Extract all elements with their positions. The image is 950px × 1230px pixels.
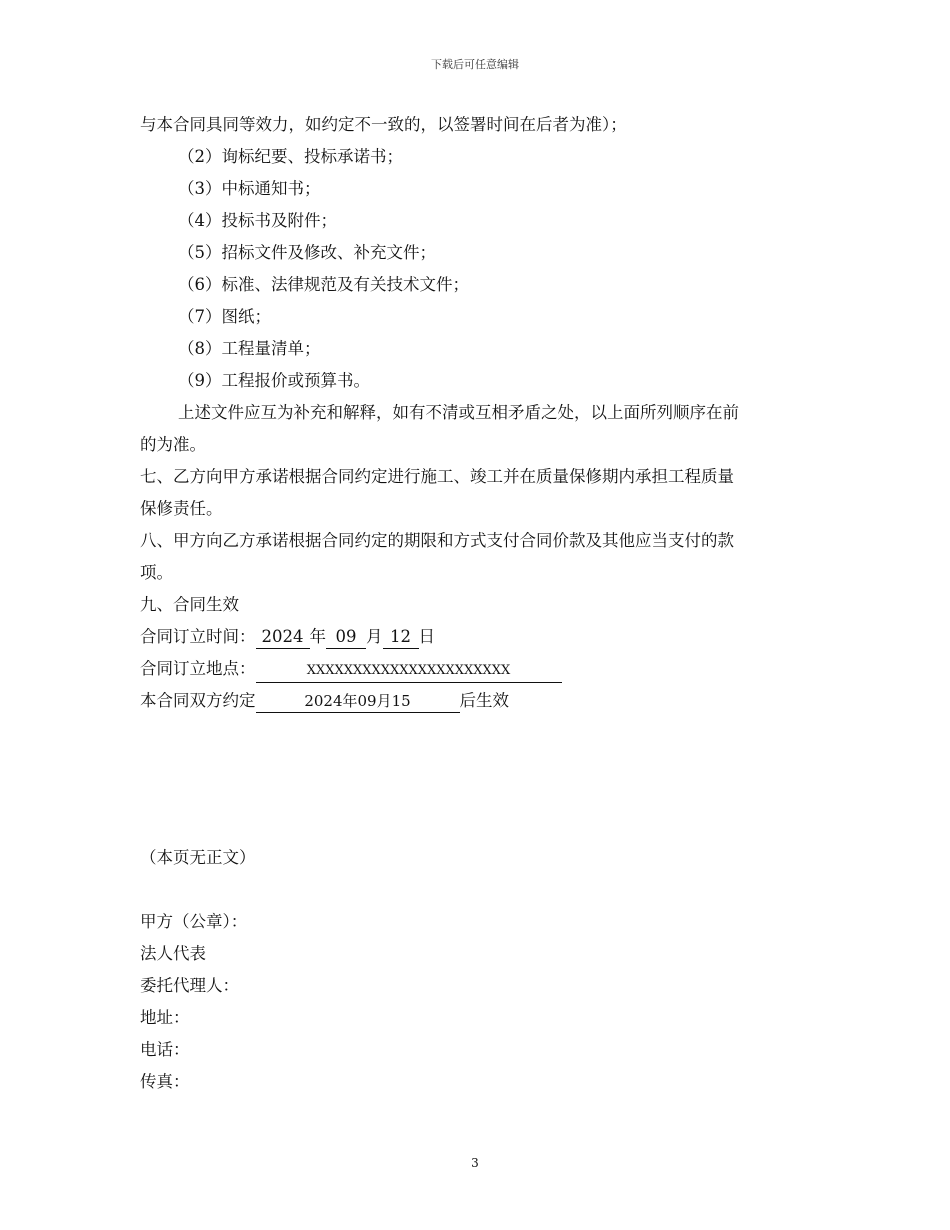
contract-place-label: 合同订立地点： [140,659,256,678]
effective-suffix: 后生效 [459,691,509,710]
party-a-legal-rep: 法人代表 [140,944,206,963]
clause-eight: 八、甲方向乙方承诺根据合同约定的期限和方式支付合同价款及其他应当支付的款 [140,531,734,550]
contract-year-value: 2024 [256,626,310,649]
clause-nine-heading: 九、合同生效 [140,595,239,614]
document-body [140,109,820,717]
contract-date-label: 合同订立时间： [140,627,256,646]
party-a-agent: 委托代理人： [140,976,239,995]
page-header-note: 下载后可任意编辑 [431,58,519,71]
list-item: （4）投标书及附件； [178,211,337,230]
list-item: （3）中标通知书； [178,179,321,198]
contract-month-value: 09 [326,626,366,649]
paragraph-continuation: 与本合同具同等效力，如约定不一致的，以签署时间在后者为准）； [140,115,627,134]
year-unit: 年 [309,627,326,646]
clause-eight-end: 项。 [140,563,173,582]
contract-place-line [140,653,820,685]
party-a-fax: 传真： [140,1072,190,1091]
no-text-note: （本页无正文） [140,848,256,867]
party-a-seal: 甲方（公章）： [140,912,248,931]
party-a-address: 地址： [140,1008,190,1027]
document-order-paragraph-end: 的为准。 [140,435,206,454]
day-unit: 日 [418,627,435,646]
effective-date-line [140,685,820,717]
contract-place-value: XXXXXXXXXXXXXXXXXXXXXX [256,660,562,683]
list-item: （7）图纸； [178,307,271,326]
list-item: （8）工程量清单； [178,339,321,358]
list-item: （2）询标纪要、投标承诺书； [178,147,403,166]
contract-date-line [140,621,820,653]
party-a-phone: 电话： [140,1040,190,1059]
effective-prefix: 本合同双方约定 [140,691,256,710]
list-item: （6）标准、法律规范及有关技术文件； [178,275,469,294]
list-item: （5）招标文件及修改、补充文件； [178,243,436,262]
document-order-paragraph: 上述文件应互为补充和解释，如有不清或互相矛盾之处，以上面所列顺序在前 [178,403,739,422]
clause-seven: 七、乙方向甲方承诺根据合同约定进行施工、竣工并在质量保修期内承担工程质量 [140,467,734,486]
clause-seven-end: 保修责任。 [140,499,223,518]
effective-date-value: 2024年09月15 [256,690,460,713]
page-number: 3 [471,1156,479,1170]
spacer [140,874,820,906]
contract-day-value: 12 [383,626,419,649]
month-unit: 月 [366,627,383,646]
list-item: （9）工程报价或预算书。 [178,371,370,390]
signature-block [140,842,820,1098]
